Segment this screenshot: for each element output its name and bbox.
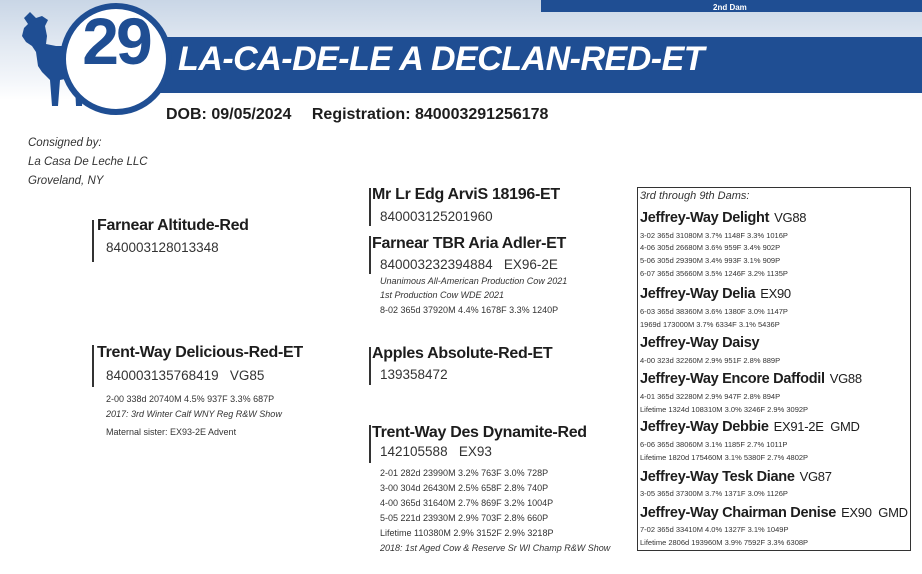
consigner-location: Groveland, NY: [28, 175, 104, 187]
sire-dam-reg: 840003232394884 EX96-2E: [380, 257, 558, 272]
dam-dam-record: Lifetime 110380M 2.9% 3152F 2.9% 3218P: [380, 528, 554, 538]
ancestor-dam-record: 6-07 365d 35660M 3.5% 1246F 3.2% 1135P: [640, 269, 788, 278]
dam-dam-reg: 142105588 EX93: [380, 444, 492, 459]
dam-note: 2017: 3rd Winter Calf WNY Reg R&W Show: [106, 409, 282, 419]
consigner-name: La Casa De Leche LLC: [28, 156, 148, 168]
registration: Registration: 840003291256178: [311, 106, 549, 123]
ancestor-dam-record: 6-06 365d 38060M 3.1% 1185F 2.7% 1011P: [640, 440, 788, 449]
dam-dam-record: 5-05 221d 23930M 2.9% 703F 2.8% 660P: [380, 513, 549, 523]
ancestor-dam-name: Jeffrey-Way Debbie EX91-2E GMD: [640, 419, 860, 435]
pedigree-bracket-sire-dam: [369, 236, 371, 274]
ancestor-dam-name: Jeffrey-Way Daisy: [640, 335, 760, 351]
sire-name: Farnear Altitude-Red: [97, 217, 249, 234]
ancestor-dam-record: 1969d 173000M 3.7% 6334F 3.1% 5436P: [640, 320, 780, 329]
sire-sire-name: Mr Lr Edg ArviS 18196-ET: [372, 186, 560, 203]
ancestor-dam-record: Lifetime 1324d 108310M 3.0% 3246F 2.9% 3092P: [640, 405, 809, 414]
ancestor-dam-record: Lifetime 1820d 175460M 3.1% 5380F 2.7% 4802P: [640, 453, 809, 462]
ancestor-dam-record: 5-06 305d 29390M 3.4% 993F 3.1% 909P: [640, 256, 781, 265]
dam-tab-label: 2nd Dam: [713, 3, 747, 12]
dam-dam-note: 2018: 1st Aged Cow & Reserve Sr WI Champ R&W Show: [380, 543, 611, 553]
pedigree-bracket-sire: [92, 220, 94, 262]
ancestor-dam-record: 7-02 365d 33410M 4.0% 1327F 3.1% 1049P: [640, 525, 789, 534]
pedigree-bracket-sire-sire: [369, 188, 371, 226]
ancestor-dam-name: Jeffrey-Way Delight VG88: [640, 210, 807, 226]
dob: DOB: 09/05/2024: [166, 106, 292, 123]
dam-dam-record: 3-00 304d 26430M 2.5% 658F 2.8% 740P: [380, 483, 549, 493]
sire-sire-reg: 840003125201960: [380, 209, 493, 224]
dam-dam-record: 4-00 365d 31640M 2.7% 869F 3.2% 1004P: [380, 498, 554, 508]
consigner-block: [28, 134, 148, 191]
dam-dam-name: Trent-Way Des Dynamite-Red: [372, 424, 587, 441]
pedigree-bracket-dam: [92, 345, 94, 387]
ancestor-dam-name: Jeffrey-Way Tesk Diane VG87: [640, 469, 832, 485]
ancestor-dam-record: 6-03 365d 38360M 3.6% 1380F 3.0% 1147P: [640, 307, 788, 316]
sire-reg: 840003128013348: [106, 240, 219, 255]
ancestor-dams-heading: 3rd through 9th Dams:: [640, 190, 750, 202]
dam-dam-record: 2-01 282d 23990M 3.2% 763F 3.0% 728P: [380, 468, 549, 478]
pedigree-bracket-dam-sire: [369, 347, 371, 385]
lot-title: LA-CA-DE-LE A DECLAN-RED-ET: [178, 40, 705, 78]
lot-number: 29: [82, 4, 150, 78]
dam-name: Trent-Way Delicious-Red-ET: [97, 344, 303, 361]
ancestor-dam-record: 4-01 365d 32280M 2.9% 947F 2.8% 894P: [640, 392, 781, 401]
dam-sister: Maternal sister: EX93-2E Advent: [106, 427, 237, 437]
sire-dam-record: 8-02 365d 37920M 4.4% 1678F 3.3% 1240P: [380, 305, 559, 315]
ancestor-dam-name: Jeffrey-Way Encore Daffodil VG88: [640, 371, 862, 387]
consigner-label: Consigned by:: [28, 137, 102, 149]
dam-sire-reg: 139358472: [380, 367, 448, 382]
dam-sire-name: Apples Absolute-Red-ET: [372, 345, 553, 362]
ancestor-dam-name: Jeffrey-Way Chairman Denise EX90 GMD: [640, 505, 908, 521]
sire-dam-name: Farnear TBR Aria Adler-ET: [372, 235, 567, 252]
ancestor-dam-record: Lifetime 2806d 193960M 3.9% 7592F 3.3% 6308P: [640, 538, 809, 547]
ancestor-dam-record: 3-05 365d 37300M 3.7% 1371F 3.0% 1126P: [640, 489, 788, 498]
sire-dam-note-2: 1st Production Cow WDE 2021: [380, 290, 505, 300]
ancestor-dam-record: 4-06 305d 26680M 3.6% 959F 3.4% 902P: [640, 243, 781, 252]
ancestor-dam-record: 3-02 365d 31080M 3.7% 1148F 3.3% 1016P: [640, 231, 788, 240]
dob-registration-line: [166, 106, 548, 124]
sire-dam-note-1: Unanimous All-American Production Cow 2021: [380, 276, 568, 286]
ancestor-dam-name: Jeffrey-Way Delia EX90: [640, 286, 791, 302]
ancestor-dam-record: 4-00 323d 32260M 2.9% 951F 2.8% 889P: [640, 356, 781, 365]
dam-record: 2-00 338d 20740M 4.5% 937F 3.3% 687P: [106, 394, 275, 404]
dam-reg: 840003135768419 VG85: [106, 368, 265, 383]
pedigree-bracket-dam-dam: [369, 425, 371, 463]
